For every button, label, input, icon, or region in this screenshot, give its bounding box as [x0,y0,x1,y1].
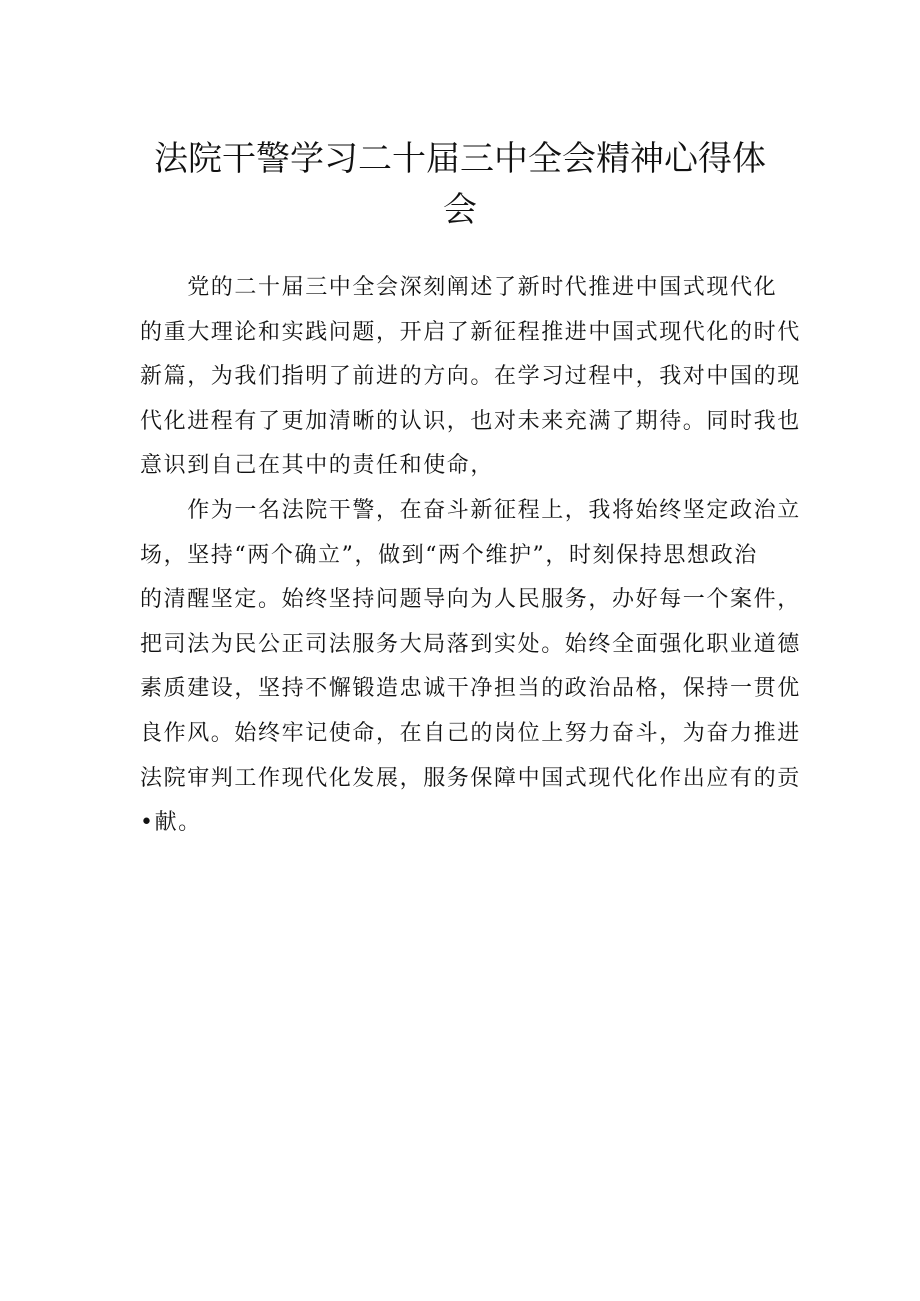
text-line: 场，坚持“两个确立”，做到“两个维护”，时刻保持思想政治 [140,542,758,568]
text-line: 意识到自己在其中的责任和使命， [140,453,495,479]
document-body [140,266,801,846]
text-line: 良作风。始终牢记使命，在自己的岗位上努力奋斗，为奋力推进 [140,720,801,746]
text-line: 法院审判工作现代化发展，服务保障中国式现代化作出应有的贡 [140,765,801,791]
text-line: 的重大理论和实践问题，开启了新征程推进中国式现代化的时代 [140,319,801,345]
text-line: 素质建设，坚持不懈锻造忠诚干净担当的政治品格，保持一贯优 [140,676,801,702]
paragraph-2 [140,489,801,846]
text-line: •献。 [140,810,202,836]
document-title [140,134,780,236]
title-line: 会 [443,190,477,230]
text-line: 作为一名法院干警，在奋斗新征程上，我将始终坚定政治立 [140,497,801,523]
text-line: 把司法为民公正司法服务大局落到实处。始终全面强化职业道德 [140,631,801,657]
title-line: 法院干警学习二十届三中全会精神心得体 [154,139,766,179]
text-line: 代化进程有了更加清晰的认识，也对未来充满了期待。同时我也 [140,408,801,434]
text-line: 新篇，为我们指明了前进的方向。在学习过程中，我对中国的现 [140,364,801,390]
text-line: 党的二十届三中全会深刻阐述了新时代推进中国式现代化 [140,275,778,300]
text-line: 的清醒坚定。始终坚持问题导向为人民服务，办好每一个案件， [140,587,801,613]
paragraph-1 [140,266,801,489]
